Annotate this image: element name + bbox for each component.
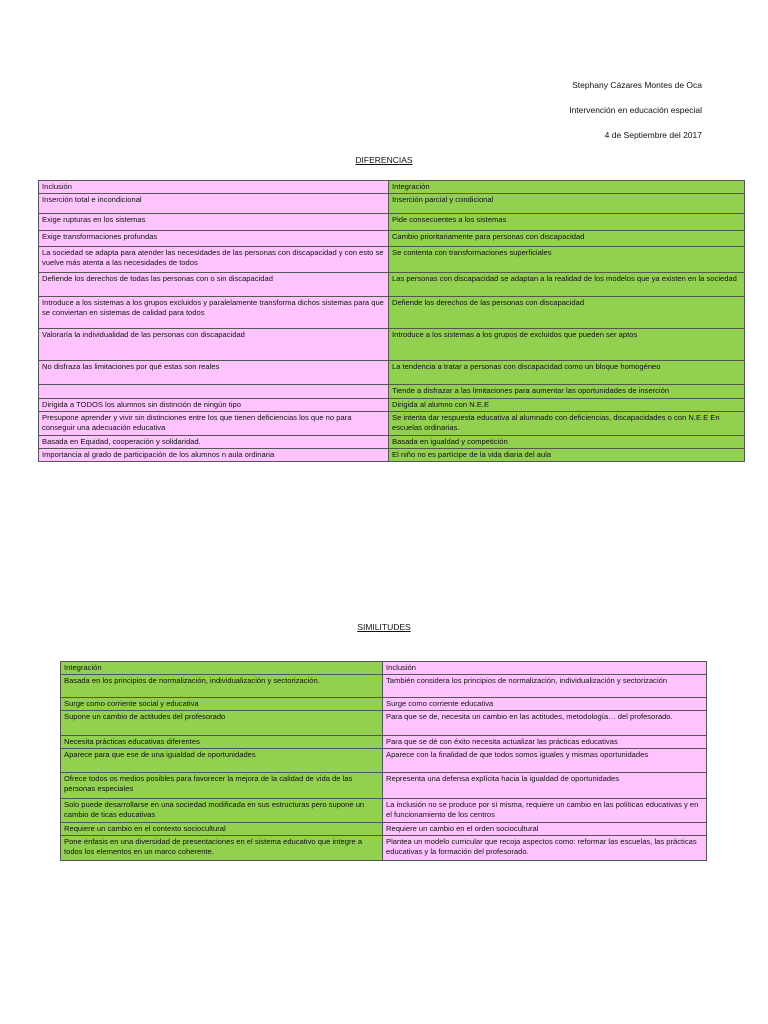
table-cell: Defiende los derechos de las personas con discapacidad	[389, 297, 745, 329]
table-cell: La inclusión no se produce por sí misma, requiere un cambio en las políticas educativas y en el funcionamiento de los centros	[383, 799, 707, 823]
table-cell: Representa una defensa explícita hacia la igualdad de oportunidades	[383, 773, 707, 799]
table-cell: Exige transformaciones profundas	[39, 231, 389, 247]
table-row	[61, 675, 707, 698]
table-cell: Inserción parcial y condicional	[389, 194, 745, 214]
table-row	[39, 399, 745, 412]
course-name: Intervención en educación especial	[569, 105, 702, 115]
similitudes-table	[60, 661, 707, 861]
table-cell: Para que se de, necesita un cambio en las actitudes, metodología… del profesorado.	[383, 711, 707, 736]
table-cell: El niño no es partícipe de la vida diaria del aula	[389, 449, 745, 462]
table-cell	[39, 385, 389, 399]
table-cell: No disfraza las limitaciones por qué estas son reales	[39, 361, 389, 385]
table-cell: Importancia al grado de participación de los alumnos n aula ordinaria	[39, 449, 389, 462]
table-row	[39, 436, 745, 449]
diferencias-title: DIFERENCIAS	[355, 155, 413, 165]
table-header-cell: Integración	[61, 662, 383, 675]
table-row	[39, 273, 745, 297]
table-cell: Requiere un cambio en el orden sociocultural	[383, 823, 707, 836]
table-cell: Basada en igualdad y competición	[389, 436, 745, 449]
table-row	[61, 698, 707, 711]
table-cell: Ofrece todos os medios posibles para favorecer la mejora de la calidad de vida de las personas especiales	[61, 773, 383, 799]
table-cell: Aparece con la finalidad de que todos somos iguales y mismas oportunidades	[383, 749, 707, 773]
table-cell: Presupone aprender y vivir sin distinciones entre los que tienen deficiencias los que no para conseguir una adecuación educativa	[39, 412, 389, 436]
table-cell: Surge como corriente social y educativa	[61, 698, 383, 711]
table-cell: Cambio prioritariamente para personas con discapacidad	[389, 231, 745, 247]
table-cell: Valoraría la individualidad de las personas con discapacidad	[39, 329, 389, 361]
table-row	[39, 214, 745, 231]
table-header-cell: Integración	[389, 181, 745, 194]
table-cell: Tiende a disfrazar a las limitaciones para aumentar las oportunidades de inserción	[389, 385, 745, 399]
table-cell: Exige rupturas en los sistemas	[39, 214, 389, 231]
table-header-row	[61, 662, 707, 675]
table-cell: Defiende los derechos de todas las personas con o sin discapacidad	[39, 273, 389, 297]
table-cell: Para que se dé con éxito necesita actualizar las prácticas educativas	[383, 736, 707, 749]
document-date: 4 de Septiembre del 2017	[604, 130, 702, 140]
table-row	[39, 412, 745, 436]
table-row	[61, 749, 707, 773]
table-row	[39, 194, 745, 214]
table-row	[39, 361, 745, 385]
table-cell: Pone énfasis en una diversidad de presentaciones en el sistema educativo que integre a todos los elementos en un marco coherente.	[61, 836, 383, 861]
table-row	[39, 231, 745, 247]
table-row	[39, 297, 745, 329]
table-row	[39, 385, 745, 399]
table-cell: Basada en los principios de normalización, individualización y sectorización.	[61, 675, 383, 698]
table-cell: Basada en Equidad, cooperación y solidaridad.	[39, 436, 389, 449]
table-row	[61, 773, 707, 799]
table-cell: Solo puede desarrollarse en una sociedad modificada en sus estructuras pero supone un cambio de ticas educativas	[61, 799, 383, 823]
table-cell: Aparece para que ese de una igualdad de oportunidades	[61, 749, 383, 773]
table-row	[61, 736, 707, 749]
table-header-cell: Inclusión	[39, 181, 389, 194]
table-row	[61, 836, 707, 861]
diferencias-table	[38, 180, 745, 462]
table-cell: Las personas con discapacidad se adaptan a la realidad de los modelos que ya existen en la sociedad	[389, 273, 745, 297]
table-cell: Necesita prácticas educativas diferentes	[61, 736, 383, 749]
table-cell: Pide consecuentes a los sistemas	[389, 214, 745, 231]
table-cell: Requiere un cambio en el contexto sociocultural	[61, 823, 383, 836]
table-row	[61, 711, 707, 736]
table-cell: Introduce a los sistemas a los grupos excluidos y paralelamente transforma dichos sistemas para que se conviertan en sistemas de calidad para todos	[39, 297, 389, 329]
table-cell: También considera los principios de normalización, individualización y sectorización	[383, 675, 707, 698]
table-cell: Surge como corriente educativa	[383, 698, 707, 711]
table-row	[39, 247, 745, 273]
table-cell: Dirigida al alumno con N.E.E	[389, 399, 745, 412]
table-row	[39, 449, 745, 462]
table-header-cell: Inclusión	[383, 662, 707, 675]
table-cell: Se intenta dar respuesta educativa al alumnado con deficiencias, discapacidades o con N.E.E En escuelas ordinarias.	[389, 412, 745, 436]
table-row	[39, 329, 745, 361]
table-cell: Supone un cambio de actitudes del profesorado	[61, 711, 383, 736]
table-row	[61, 823, 707, 836]
similitudes-title: SIMILITUDES	[357, 622, 411, 632]
author-name: Stephany Cázares Montes de Oca	[572, 80, 702, 90]
table-cell: Plantea un modelo curricular que recoja aspectos como: reformar las escuelas, las prácticas educativas y la formación del profesorado.	[383, 836, 707, 861]
table-cell: Inserción total e incondicional	[39, 194, 389, 214]
table-cell: Dirigida a TODOS los alumnos sin distinción de ningún tipo	[39, 399, 389, 412]
table-header-row	[39, 181, 745, 194]
table-cell: Se contenta con transformaciones superficiales	[389, 247, 745, 273]
table-cell: La tendencia a tratar a personas con discapacidad como un bloque homogéneo	[389, 361, 745, 385]
table-row	[61, 799, 707, 823]
table-cell: Introduce a los sistemas a los grupos de excluidos que pueden ser aptos	[389, 329, 745, 361]
table-cell: La sociedad se adapta para atender las necesidades de las personas con discapacidad y con esto se vuelve más atenta a las necesidades de todos	[39, 247, 389, 273]
